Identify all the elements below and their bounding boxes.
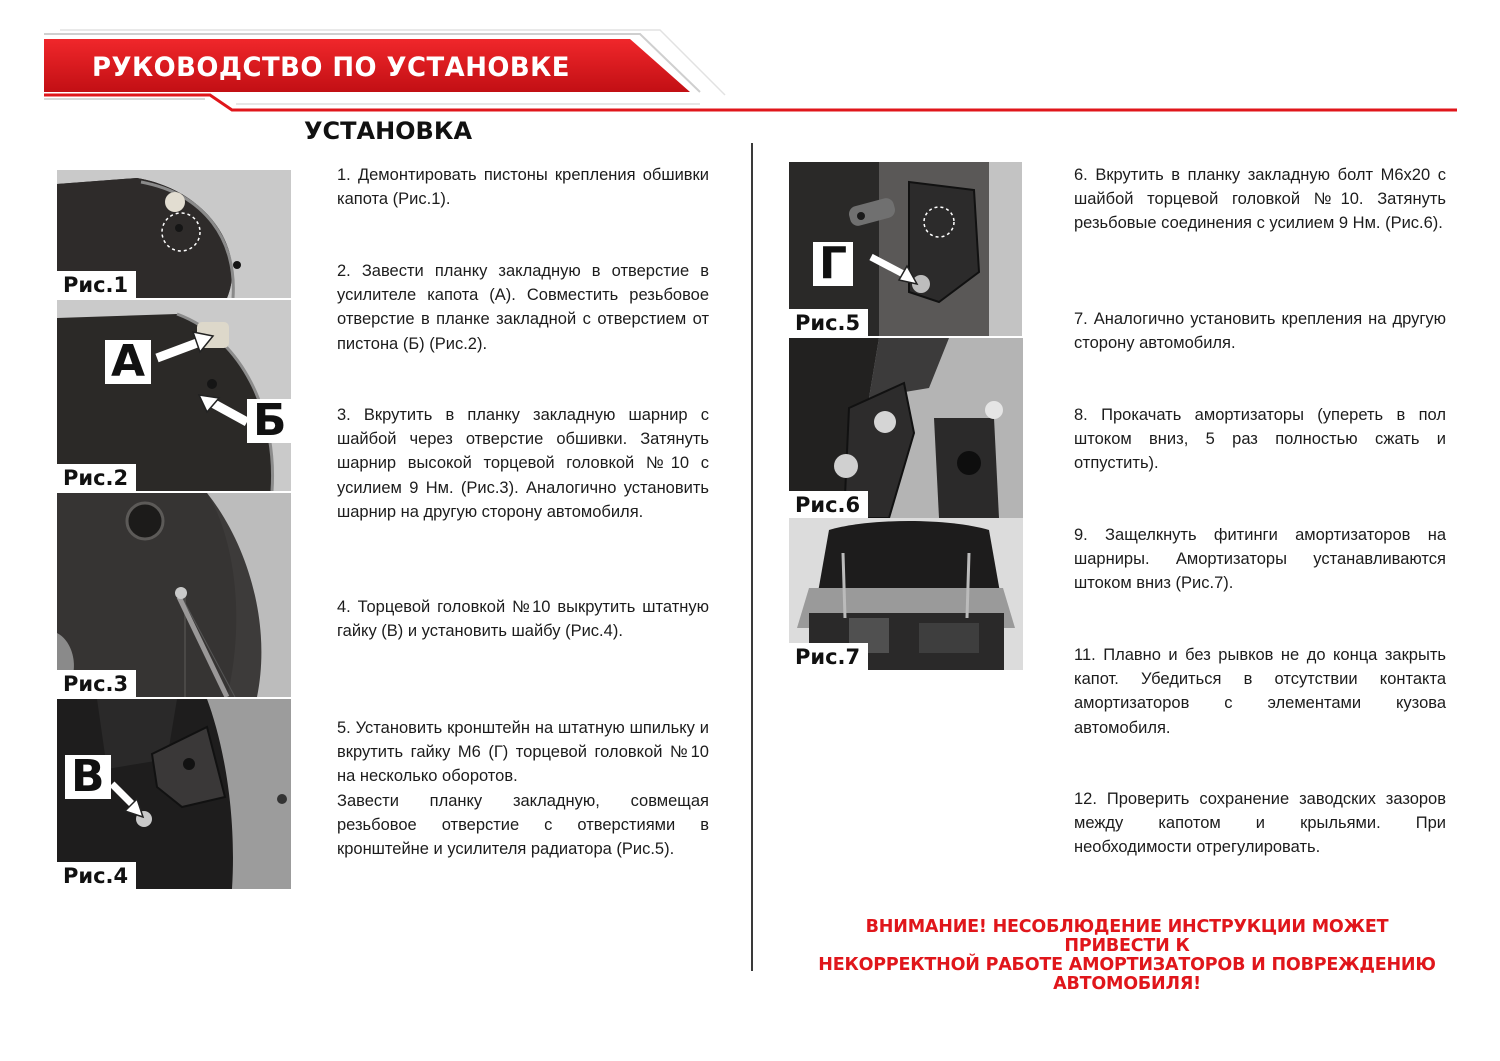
warning-line-2: НЕКОРРЕКТНОЙ РАБОТЕ АМОРТИЗАТОРОВ И ПОВРЕЖДЕНИЮ <box>818 955 1436 975</box>
figure-6-label: Рис.6 <box>789 491 868 518</box>
section-title: УСТАНОВКА <box>304 117 473 145</box>
marker-v: В <box>65 755 111 799</box>
step-8: 8. Прокачать амортизаторы (упереть в пол штоком вниз, 5 раз полностью сжать и отпустить). <box>1074 406 1446 473</box>
figure-7-label: Рис.7 <box>789 643 868 670</box>
warning-notice <box>812 918 1442 994</box>
step-9: 9. Защелкнуть фитинги амортизаторов на шарниры. Амортизаторы устанавливаются штоком вниз (Рис.7). <box>1074 526 1446 593</box>
warning-line-3: АВТОМОБИЛЯ! <box>1053 974 1201 994</box>
figure-3-photo <box>57 493 291 697</box>
figure-6-photo <box>789 338 1023 518</box>
figure-2-label: Рис.2 <box>57 464 136 491</box>
step-4: 4. Торцевой головкой №10 выкрутить штатную гайку (В) и установить шайбу (Рис.4). <box>337 598 709 641</box>
step-5-part-1: 5. Установить кронштейн на штатную шпильку и вкрутить гайку М6 (Г) торцевой головкой №10 на несколько оборотов. <box>337 719 709 786</box>
step-6: 6. Вкрутить в планку закладную болт М6х20 с шайбой торцевой головкой №10. Затянуть резьбовые соединения с усилием 9 Нм. (Рис.6). <box>1074 166 1446 233</box>
step-5 <box>337 716 709 861</box>
step-1: 1. Демонтировать пистоны крепления обшивки капота (Рис.1). <box>337 166 709 209</box>
figure-5-photo <box>789 162 1022 336</box>
step-3: 3. Вкрутить в планку закладную шарнир с шайбой через отверстие обшивки. Затянуть шарнир высокой торцевой головкой №10 с усилием 9 Нм. (Рис.3). Аналогично установить шарнир на другую сторону автомобиля. <box>337 406 709 521</box>
step-2: 2. Завести планку закладную в отверстие в усилителе капота (А). Совместить резьбовое отверстие в планке закладной с отверстием от пистона (Б) (Рис.2). <box>337 262 709 353</box>
page-header-title: РУКОВОДСТВО ПО УСТАНОВКЕ <box>92 52 571 83</box>
step-5-part-2: Завести планку закладную, совмещая резьбовое отверстие с отверстиями в кронштейне и усилителя радиатора (Рис.5). <box>337 791 709 859</box>
marker-b: Б <box>247 399 291 443</box>
step-7: 7. Аналогично установить крепления на другую сторону автомобиля. <box>1074 310 1446 353</box>
column-divider <box>751 143 753 971</box>
figure-2-photo <box>57 300 291 491</box>
figure-1-label: Рис.1 <box>57 271 136 298</box>
figure-4-label: Рис.4 <box>57 862 136 889</box>
warning-line-1: ВНИМАНИЕ! НЕСОБЛЮДЕНИЕ ИНСТРУКЦИИ МОЖЕТ ПРИВЕСТИ К <box>865 917 1389 956</box>
figure-5-label: Рис.5 <box>789 309 868 336</box>
marker-a: А <box>105 340 151 384</box>
figure-4-photo <box>57 699 291 889</box>
step-11: 11. Плавно и без рывков не до конца закрыть капот. Убедиться в отсутствии контакта амортизаторов с элементами кузова автомобиля. <box>1074 646 1446 737</box>
figure-7-photo <box>789 518 1023 670</box>
step-12: 12. Проверить сохранение заводских зазоров между капотом и крыльями. При необходимости отрегулировать. <box>1074 790 1446 857</box>
header-banner <box>0 0 1500 120</box>
marker-g: Г <box>813 242 853 286</box>
figure-1-photo <box>57 170 291 298</box>
figure-3-label: Рис.3 <box>57 670 136 697</box>
